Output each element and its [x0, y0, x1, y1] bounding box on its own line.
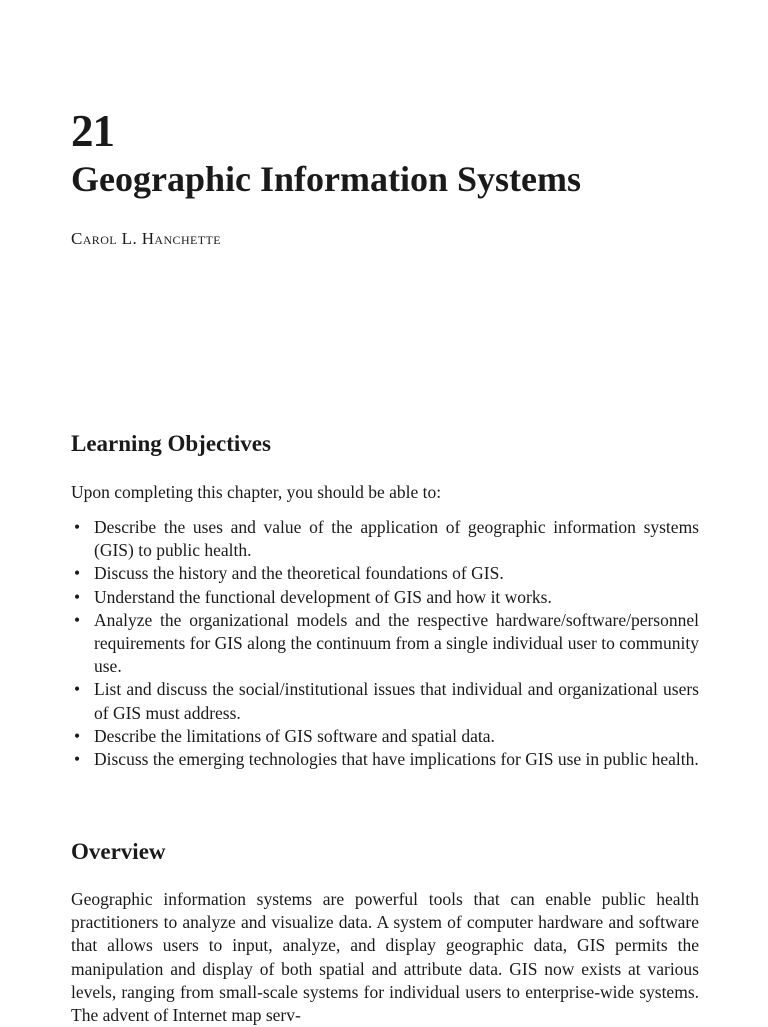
objective-item: • Discuss the emerging technologies that have implications for GIS use in public health. [71, 748, 699, 771]
objective-item: • Describe the uses and value of the application of geographic information systems (GIS) to public health. [71, 516, 699, 562]
objective-item: • List and discuss the social/institutional issues that individual and organizational users of GIS must address. [71, 678, 699, 724]
objective-item: • Analyze the organizational models and the respective hardware/software/personnel requirements for GIS along the continuum from a single individual user to community use. [71, 609, 699, 679]
objective-item: • Discuss the history and the theoretical foundations of GIS. [71, 562, 699, 585]
objective-item: • Understand the functional development of GIS and how it works. [71, 586, 699, 609]
learning-objectives-heading: Learning Objectives [71, 431, 271, 456]
chapter-number: 21 [71, 106, 114, 156]
overview-heading: Overview [71, 839, 166, 864]
objective-item: • Describe the limitations of GIS software and spatial data. [71, 725, 699, 748]
learning-objectives-intro: Upon completing this chapter, you should be able to: [71, 482, 442, 502]
overview-paragraph: Geographic information systems are powerful tools that can enable public health practitioners to analyze and visualize data. A system of computer hardware and software that allows users to input, analyze, and display geographic data, GIS permits the manipulation and display of both spatial and attribute data. GIS now exists at various levels, ranging from small-scale systems for individual users to enterprise-wide systems. The advent of Internet map serv- [71, 889, 699, 1026]
chapter-title: Geographic Information Systems [71, 159, 581, 199]
learning-objectives-list [71, 516, 699, 771]
chapter-author: Carol L. Hanchette [71, 229, 221, 248]
